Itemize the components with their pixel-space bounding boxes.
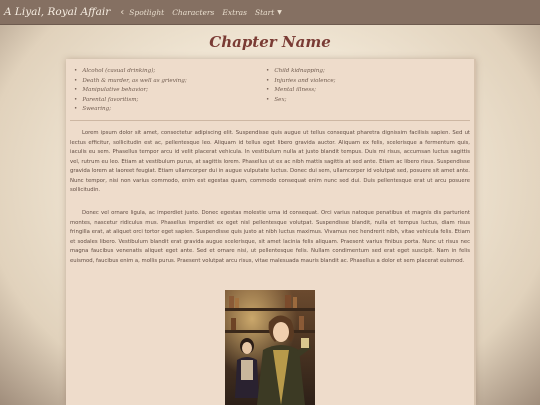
warning-item: • Swearing; — [74, 105, 187, 115]
warnings-column-1 — [74, 67, 187, 115]
warning-item: • Death & murder, as well as grieving; — [74, 77, 187, 87]
warning-item: • Child kidnapping; — [266, 67, 336, 77]
divider — [70, 120, 470, 121]
chevron-left-icon[interactable]: ‹ — [120, 6, 125, 18]
warnings-column-2 — [266, 67, 336, 105]
nav-start-link[interactable]: Start — [255, 7, 275, 17]
character-illustration-image — [225, 290, 315, 405]
nav-menu — [120, 7, 282, 18]
chapter-page — [66, 59, 476, 405]
top-navigation-bar — [0, 0, 540, 25]
body-paragraph: Lorem ipsum dolor sit amet, consectetur adipiscing elit. Suspendisse quis augue ut tellus consequat pharetra dignissim facilisis sapien. Sed ut lectus efficitur, sollicitudin est ac, pellentesque leo. Aliquam id tellus eget libero gravida auctor. Aliquam ex felis, scelerisque a fermentum quis, iaculis eu sem. Phasellus tempor arcu id velit placerat vehicula. In vestibulum nulla at justo blandit tempus. Duis mi risus, accumsan luctus sagittis vel, rutrum eu leo. Etiam at vestibulum purus, at sagittis lorem. Phasellus ut ex ac nibh mattis sagittis at sed ante. Etiam ac libero risus. Suspendisse gravida lorem at laoreet feugiat. Etiam ullamcorper dui in augue vulputate luctus. Donec dui sem, ullamcorper id volutpat sed, posuere sit amet ante. Nunc tempor, nisi non varius commodo, enim est egestas quam, commodo consequat enim nunc sed dui. Duis pellentesque erat ut arcu posuere sollicitudin. — [70, 130, 470, 193]
caret-down-icon[interactable]: ▼ — [277, 8, 282, 16]
nav-spotlight-link[interactable]: Spotlight — [129, 7, 165, 17]
warning-item: • Sex; — [266, 96, 336, 106]
body-paragraph: Donec vel ornare ligula, ac imperdiet justo. Donec egestas molestie urna id consequat. Orci varius natoque penatibus et magnis dis parturient montes, nascetur ridiculus mus. Phasellus imperdiet ex eget nisl pellentesque volutpat. Suspendisse blandit, nulla et tempus luctus, diam risus fringilla erat, at aliquet orci tortor eget sapien. Suspendisse quis justo at nibh luctus maximus. Vivamus nec hendrerit nibh, vitae vehicula felis. Etiam et sodales libero. Vestibulum blandit erat gravida augue scelerisque, sit amet lacinia felis aliquam. Praesent varius finibus porta. Nunc ut risus nec magna faucibus venenatis aliquet eget ante. Sed et ornare nisi, ut pellentesque felis. Nullam condimentum sed erat eget suscipit. Nam in felis euismod, faucibus enim a, mollis purus. Praesent volutpat arcu risus, vitae malesuada mauris blandit ac. Phasellus a dolor et sem placerat euismod. — [70, 210, 470, 264]
nav-extras-link[interactable]: Extras — [222, 7, 247, 17]
nav-characters-link[interactable]: Characters — [172, 7, 215, 17]
content-warnings — [66, 63, 474, 119]
warning-item: • Injuries and violence; — [266, 77, 336, 87]
warning-item: • Mental illness; — [266, 86, 336, 96]
site-title[interactable]: A Liyal, Royal Affair — [4, 6, 111, 18]
warning-item: • Alcohol (casual drinking); — [74, 67, 187, 77]
warning-item: • Manipulative behavior; — [74, 86, 187, 96]
chapter-title: Chapter Name — [209, 33, 331, 51]
warning-item: • Parental favoritism; — [74, 96, 187, 106]
